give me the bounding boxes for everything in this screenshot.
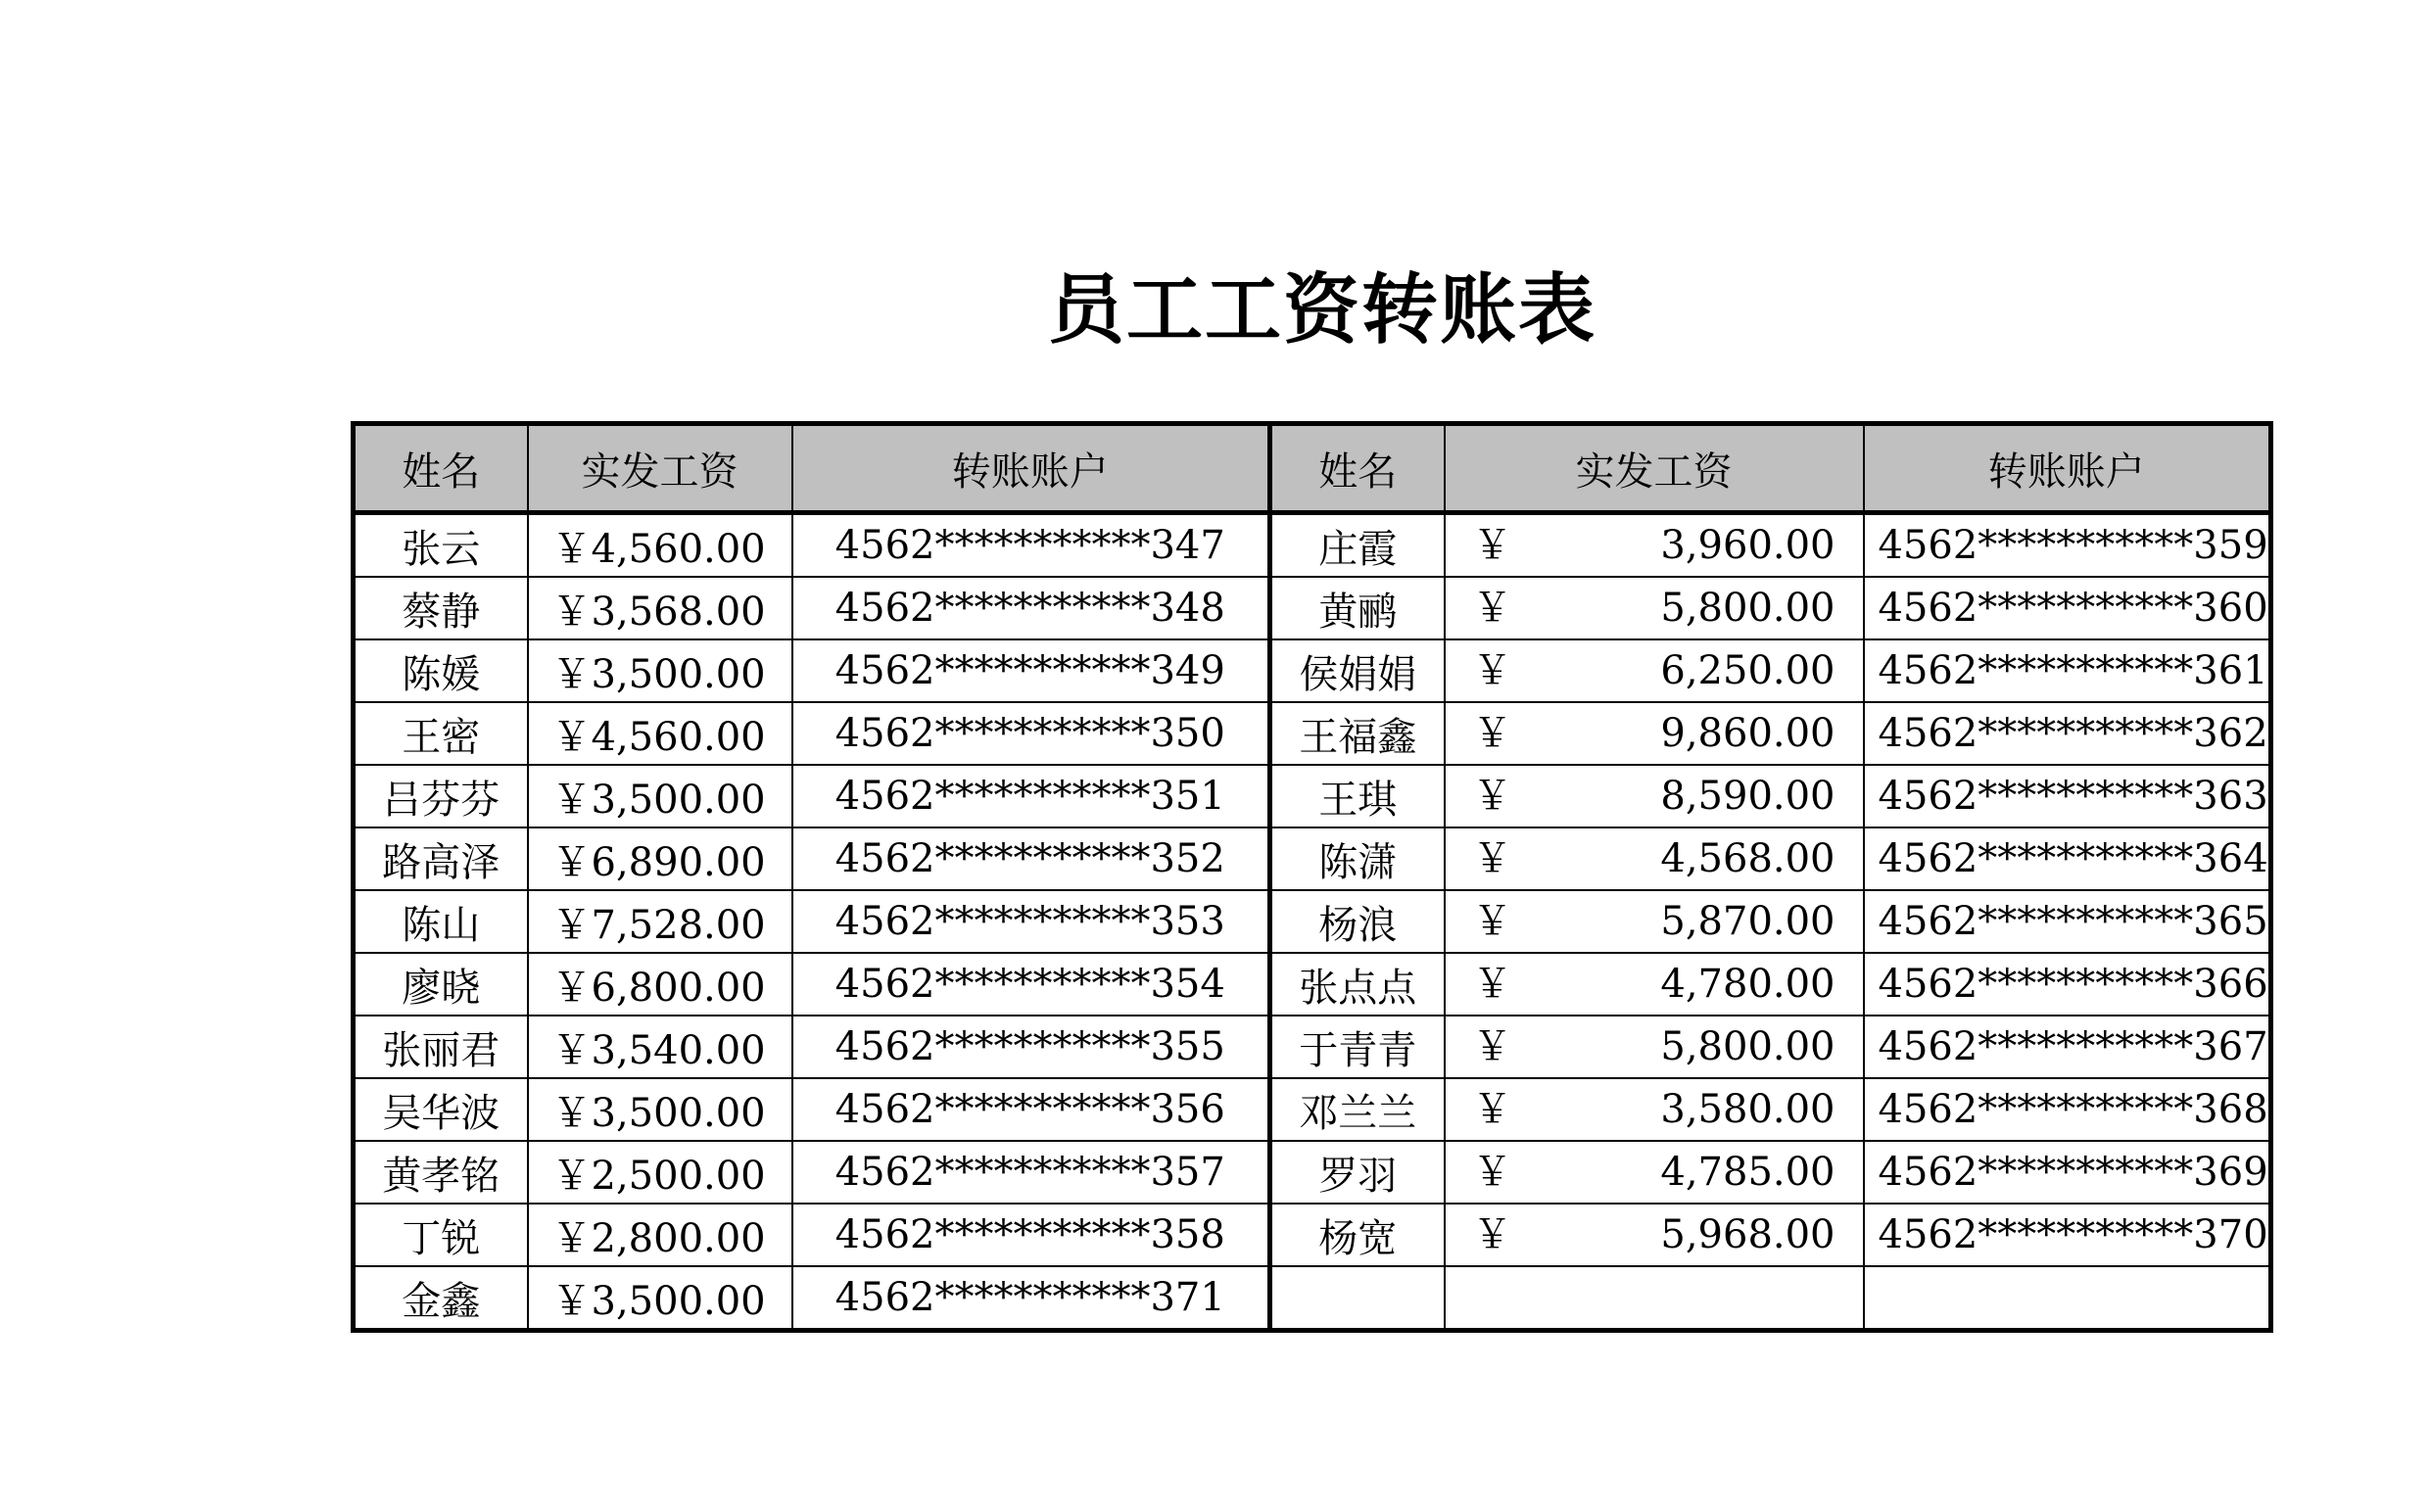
employee-name-cell: 王密 xyxy=(354,702,528,765)
currency-symbol: ￥ xyxy=(1472,836,1512,881)
employee-name-cell: 杨浪 xyxy=(1270,890,1445,953)
account-cell: 4562***********357 xyxy=(792,1141,1270,1204)
account-cell: 4562***********355 xyxy=(792,1016,1270,1078)
currency-symbol: ￥ xyxy=(1472,523,1512,568)
salary-cell xyxy=(1445,827,1864,890)
table-row xyxy=(354,827,2271,890)
salary-cell xyxy=(528,1078,792,1141)
employee-name-cell: 张云 xyxy=(354,513,528,578)
employee-name-cell: 陈潇 xyxy=(1270,827,1445,890)
currency-symbol: ￥ xyxy=(551,589,592,635)
salary-cell xyxy=(528,513,792,578)
table-row xyxy=(354,1016,2271,1078)
currency-symbol: ￥ xyxy=(551,1027,592,1073)
currency-symbol: ￥ xyxy=(551,1090,592,1136)
currency-symbol: ￥ xyxy=(1472,1212,1512,1257)
salary-amount: 4,560.00 xyxy=(591,714,766,760)
employee-name-cell: 张点点 xyxy=(1270,953,1445,1016)
table-row xyxy=(354,1266,2271,1331)
employee-name-cell: 廖晓 xyxy=(354,953,528,1016)
header-salary-left: 实发工资 xyxy=(528,424,792,513)
salary-cell xyxy=(528,890,792,953)
currency-symbol: ￥ xyxy=(551,965,592,1011)
account-cell: 4562***********351 xyxy=(792,765,1270,827)
currency-symbol: ￥ xyxy=(1472,899,1512,944)
currency-symbol: ￥ xyxy=(551,651,592,697)
employee-name-cell: 陈山 xyxy=(354,890,528,953)
employee-name-cell: 庄霞 xyxy=(1270,513,1445,578)
salary-cell xyxy=(528,1266,792,1331)
salary-amount: 5,870.00 xyxy=(1660,899,1835,944)
salary-cell xyxy=(1445,1141,1864,1204)
account-cell: 4562***********371 xyxy=(792,1266,1270,1331)
account-cell: 4562***********360 xyxy=(1864,577,2271,639)
employee-name-cell: 黄孝铭 xyxy=(354,1141,528,1204)
employee-name-cell xyxy=(1270,1266,1445,1331)
table-row xyxy=(354,577,2271,639)
salary-cell xyxy=(528,1016,792,1078)
account-cell: 4562***********356 xyxy=(792,1078,1270,1141)
header-name-right: 姓名 xyxy=(1270,424,1445,513)
salary-amount: 3,960.00 xyxy=(1660,523,1835,568)
currency-symbol: ￥ xyxy=(551,714,592,760)
salary-cell xyxy=(528,1204,792,1266)
employee-name-cell: 于青青 xyxy=(1270,1016,1445,1078)
salary-cell xyxy=(1445,513,1864,578)
salary-cell xyxy=(1445,639,1864,702)
account-cell: 4562***********367 xyxy=(1864,1016,2271,1078)
employee-name-cell: 邓兰兰 xyxy=(1270,1078,1445,1141)
employee-name-cell: 侯娟娟 xyxy=(1270,639,1445,702)
account-cell: 4562***********362 xyxy=(1864,702,2271,765)
salary-amount: 9,860.00 xyxy=(1660,711,1835,756)
salary-amount: 3,500.00 xyxy=(591,1278,766,1324)
account-cell: 4562***********349 xyxy=(792,639,1270,702)
salary-amount: 3,500.00 xyxy=(591,1090,766,1136)
currency-symbol: ￥ xyxy=(551,777,592,823)
salary-cell xyxy=(1445,953,1864,1016)
employee-name-cell: 陈媛 xyxy=(354,639,528,702)
employee-name-cell: 黄鹂 xyxy=(1270,577,1445,639)
table-row xyxy=(354,765,2271,827)
salary-amount: 4,560.00 xyxy=(591,526,766,572)
employee-name-cell: 张丽君 xyxy=(354,1016,528,1078)
table-row xyxy=(354,953,2271,1016)
account-cell xyxy=(1864,1266,2271,1331)
currency-symbol: ￥ xyxy=(1472,774,1512,819)
salary-amount: 5,800.00 xyxy=(1660,1024,1835,1069)
currency-symbol: ￥ xyxy=(551,526,592,572)
currency-symbol: ￥ xyxy=(551,1278,592,1324)
salary-cell xyxy=(1445,1016,1864,1078)
table-row xyxy=(354,1078,2271,1141)
salary-amount: 4,780.00 xyxy=(1660,962,1835,1007)
table-row xyxy=(354,639,2271,702)
salary-cell xyxy=(1445,765,1864,827)
table-row xyxy=(354,1141,2271,1204)
account-cell: 4562***********348 xyxy=(792,577,1270,639)
salary-cell xyxy=(1445,702,1864,765)
currency-symbol: ￥ xyxy=(1472,1024,1512,1069)
account-cell: 4562***********353 xyxy=(792,890,1270,953)
header-salary-right: 实发工资 xyxy=(1445,424,1864,513)
salary-cell xyxy=(528,827,792,890)
employee-name-cell: 王琪 xyxy=(1270,765,1445,827)
salary-cell xyxy=(1445,577,1864,639)
currency-symbol: ￥ xyxy=(551,1153,592,1199)
table-row xyxy=(354,513,2271,578)
employee-name-cell: 吕芬芬 xyxy=(354,765,528,827)
account-cell: 4562***********370 xyxy=(1864,1204,2271,1266)
employee-name-cell: 丁锐 xyxy=(354,1204,528,1266)
salary-cell xyxy=(528,953,792,1016)
table-row xyxy=(354,1204,2271,1266)
employee-name-cell: 杨宽 xyxy=(1270,1204,1445,1266)
salary-amount: 5,800.00 xyxy=(1660,586,1835,631)
salary-amount: 3,500.00 xyxy=(591,651,766,697)
salary-cell xyxy=(1445,1078,1864,1141)
employee-name-cell: 王福鑫 xyxy=(1270,702,1445,765)
table-row xyxy=(354,702,2271,765)
salary-cell xyxy=(1445,1204,1864,1266)
salary-amount: 3,500.00 xyxy=(591,777,766,823)
account-cell: 4562***********358 xyxy=(792,1204,1270,1266)
salary-transfer-table xyxy=(351,421,2273,1333)
salary-amount: 7,528.00 xyxy=(591,902,766,948)
salary-amount: 4,568.00 xyxy=(1660,836,1835,881)
account-cell: 4562***********366 xyxy=(1864,953,2271,1016)
account-cell: 4562***********347 xyxy=(792,513,1270,578)
salary-amount: 3,580.00 xyxy=(1660,1087,1835,1132)
salary-cell xyxy=(1445,1266,1864,1331)
salary-cell xyxy=(528,765,792,827)
header-account-right: 转账账户 xyxy=(1864,424,2271,513)
employee-name-cell: 吴华波 xyxy=(354,1078,528,1141)
currency-symbol: ￥ xyxy=(1472,648,1512,693)
salary-amount: 8,590.00 xyxy=(1660,774,1835,819)
salary-amount: 5,968.00 xyxy=(1660,1212,1835,1257)
header-row xyxy=(354,424,2271,513)
account-cell: 4562***********365 xyxy=(1864,890,2271,953)
account-cell: 4562***********361 xyxy=(1864,639,2271,702)
account-cell: 4562***********364 xyxy=(1864,827,2271,890)
salary-cell xyxy=(528,577,792,639)
table-body xyxy=(354,513,2271,1331)
employee-name-cell: 罗羽 xyxy=(1270,1141,1445,1204)
salary-amount: 4,785.00 xyxy=(1660,1150,1835,1195)
account-cell: 4562***********363 xyxy=(1864,765,2271,827)
employee-name-cell: 金鑫 xyxy=(354,1266,528,1331)
table-row xyxy=(354,890,2271,953)
header-name-left: 姓名 xyxy=(354,424,528,513)
employee-name-cell: 蔡静 xyxy=(354,577,528,639)
account-cell: 4562***********350 xyxy=(792,702,1270,765)
account-cell: 4562***********369 xyxy=(1864,1141,2271,1204)
salary-amount: 3,540.00 xyxy=(591,1027,766,1073)
salary-amount: 3,568.00 xyxy=(591,589,766,635)
currency-symbol: ￥ xyxy=(1472,962,1512,1007)
salary-amount: 6,250.00 xyxy=(1660,648,1835,693)
account-cell: 4562***********354 xyxy=(792,953,1270,1016)
header-account-left: 转账账户 xyxy=(792,424,1270,513)
salary-cell xyxy=(528,702,792,765)
account-cell: 4562***********368 xyxy=(1864,1078,2271,1141)
salary-amount: 6,800.00 xyxy=(591,965,766,1011)
currency-symbol: ￥ xyxy=(551,1215,592,1261)
salary-cell xyxy=(1445,890,1864,953)
account-cell: 4562***********352 xyxy=(792,827,1270,890)
salary-amount: 2,500.00 xyxy=(591,1153,766,1199)
salary-cell xyxy=(528,1141,792,1204)
account-cell: 4562***********359 xyxy=(1864,513,2271,578)
salary-amount: 2,800.00 xyxy=(591,1215,766,1261)
currency-symbol: ￥ xyxy=(1472,711,1512,756)
salary-cell xyxy=(528,639,792,702)
employee-name-cell: 路高泽 xyxy=(354,827,528,890)
currency-symbol: ￥ xyxy=(551,839,592,885)
currency-symbol: ￥ xyxy=(1472,1150,1512,1195)
page-title: 员工工资转账表 xyxy=(1047,265,1596,354)
currency-symbol: ￥ xyxy=(1472,1087,1512,1132)
salary-amount: 6,890.00 xyxy=(591,839,766,885)
currency-symbol: ￥ xyxy=(551,902,592,948)
currency-symbol: ￥ xyxy=(1472,586,1512,631)
